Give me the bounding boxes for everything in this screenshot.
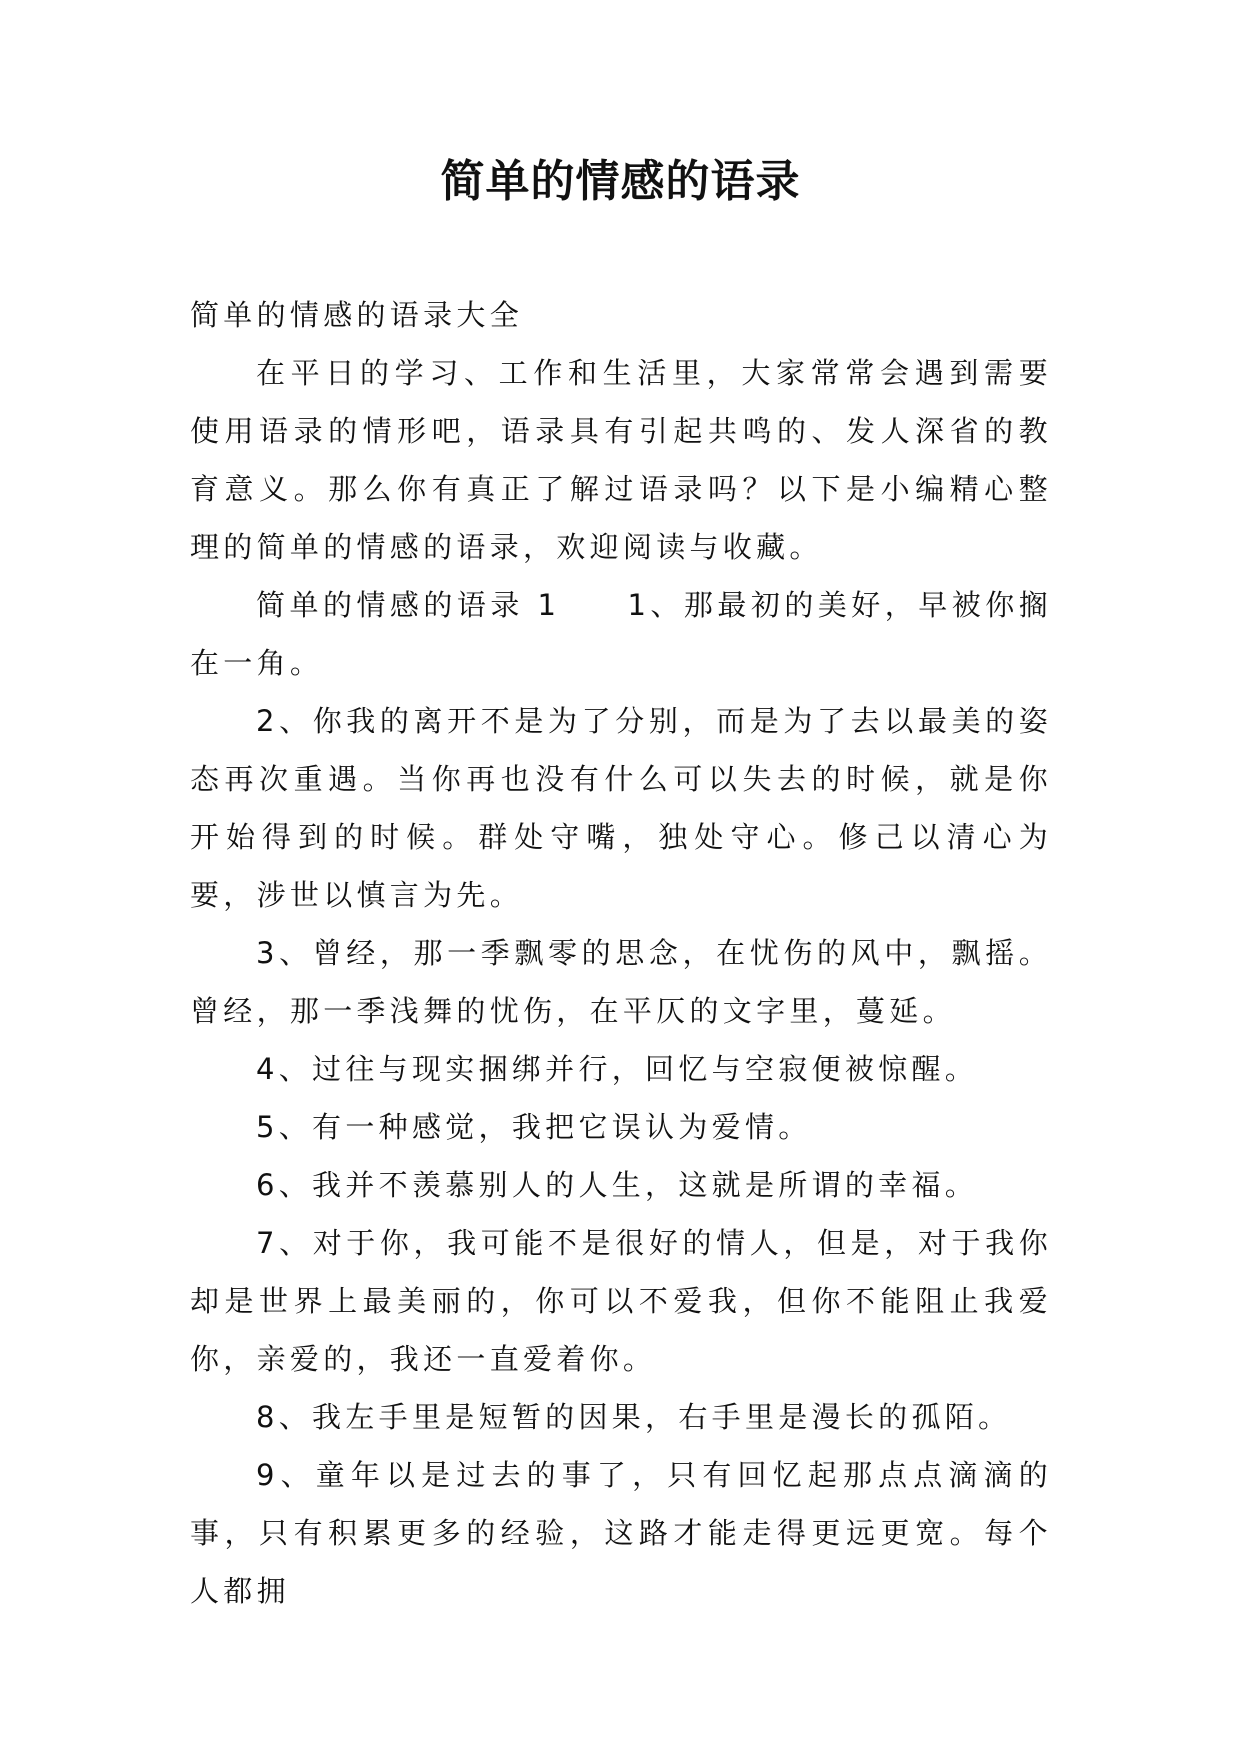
document-body (190, 286, 1052, 1620)
paragraph-subtitle: 简单的情感的语录大全 (190, 298, 524, 332)
paragraph-quote-2: 2、你我的离开不是为了分别，而是为了去以最美的姿态再次重遇。当你再也没有什么可以失去的时候，就是你开始得到的时候。群处守嘴，独处守心。修己以清心为要，涉世以慎言为先。 (190, 704, 1052, 912)
paragraph-quote-9: 9、童年以是过去的事了，只有回忆起那点点滴滴的事，只有积累更多的经验，这路才能走得更远更宽。每个人都拥 (190, 1458, 1052, 1608)
paragraph-quote-5: 5、有一种感觉，我把它误认为爱情。 (256, 1110, 812, 1144)
paragraph-quote-4: 4、过往与现实捆绑并行，回忆与空寂便被惊醒。 (256, 1052, 979, 1086)
paragraph-quote-8: 8、我左手里是短暂的因果，右手里是漫长的孤陌。 (256, 1400, 1012, 1434)
paragraph-quote-6: 6、我并不羡慕别人的人生，这就是所谓的幸福。 (256, 1168, 979, 1202)
paragraph-quote-7: 7、对于你，我可能不是很好的情人，但是，对于我你却是世界上最美丽的，你可以不爱我，但你不能阻止我爱你，亲爱的，我还一直爱着你。 (190, 1226, 1052, 1376)
paragraph-quote-1: 简单的情感的语录 1 1、那最初的美好，早被你搁在一角。 (190, 588, 1052, 680)
paragraph-intro: 在平日的学习、工作和生活里，大家常常会遇到需要使用语录的情形吧，语录具有引起共鸣的、发人深省的教育意义。那么你有真正了解过语录吗？以下是小编精心整理的简单的情感的语录，欢迎阅读与收藏。 (190, 356, 1052, 564)
paragraph-quote-3: 3、曾经，那一季飘零的思念，在忧伤的风中，飘摇。曾经，那一季浅舞的忧伤，在平仄的文字里，蔓延。 (190, 936, 1052, 1028)
document-title: 简单的情感的语录 (440, 156, 801, 207)
